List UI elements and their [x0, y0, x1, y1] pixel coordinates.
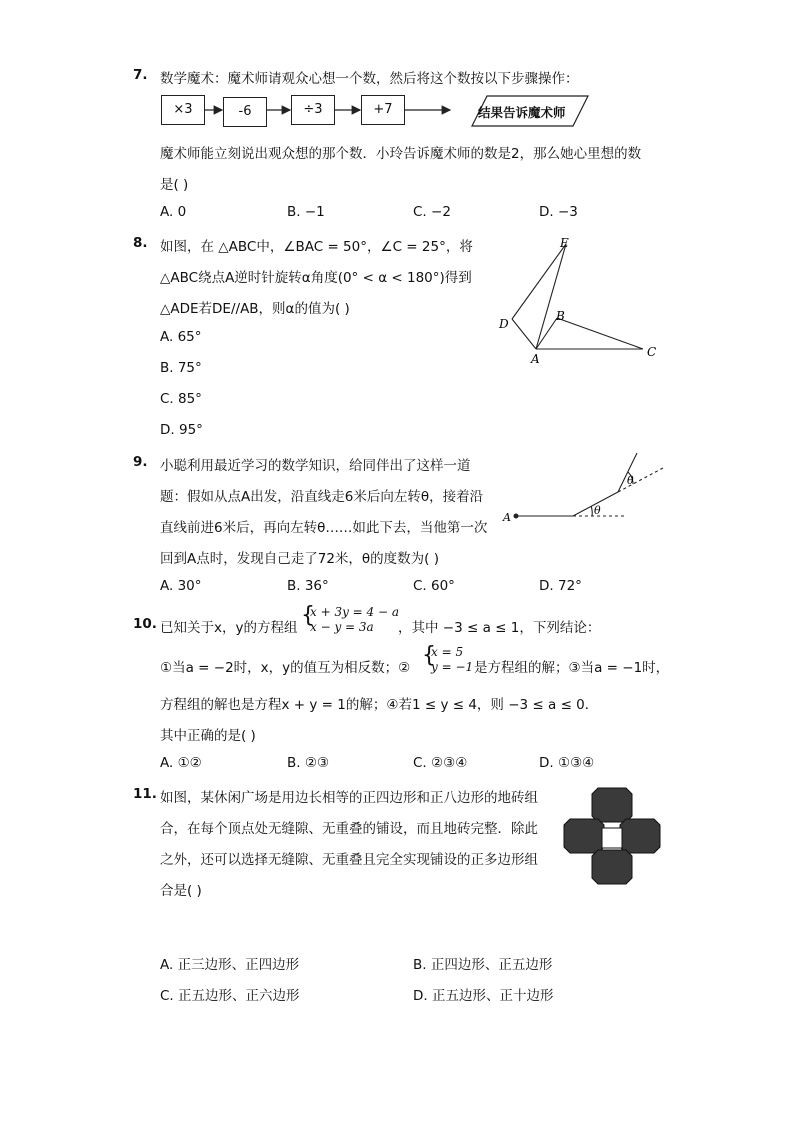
- q10-option-a[interactable]: A. ①②: [160, 755, 202, 771]
- q11-line3: 之外，还可以选择无缝隙、无重叠且完全实现铺设的正多边形组: [160, 852, 538, 868]
- center-square-tile: [602, 828, 622, 848]
- q11-option-b[interactable]: B. 正四边形、正五边形: [413, 957, 553, 973]
- q7-option-c[interactable]: C. −2: [413, 204, 451, 220]
- label-theta-2: θ: [627, 474, 634, 487]
- label-B: B: [556, 309, 565, 323]
- q9-line4: 回到A点时，发现自己走了72米，θ的度数为( ): [160, 551, 439, 567]
- q8-option-b[interactable]: B. 75°: [160, 360, 202, 376]
- q11-line1: 如图，某休闲广场是用边长相等的正四边形和正八边形的地砖组: [160, 790, 538, 806]
- q10-option-b[interactable]: B. ②③: [287, 755, 330, 771]
- flow-step-2: -6: [223, 97, 267, 127]
- q10-option-d[interactable]: D. ①③④: [539, 755, 595, 771]
- q7-stem: 数学魔术：魔术师请观众心想一个数，然后将这个数按以下步骤操作：: [160, 71, 579, 87]
- q9-number: 9.: [133, 454, 148, 470]
- label-D: D: [499, 317, 509, 331]
- q8-line1: 如图，在 △ABC中，∠BAC = 50°，∠C = 25°，将: [160, 239, 473, 255]
- label-A: A: [531, 352, 540, 366]
- label-theta-1: θ: [594, 504, 601, 517]
- q9-line3: 直线前进6米后，再向左转θ……如此下去，当他第一次: [160, 520, 488, 536]
- q9-option-d[interactable]: D. 72°: [539, 578, 582, 594]
- q10-system-brace: {: [301, 603, 315, 628]
- q7-option-b[interactable]: B. −1: [287, 204, 325, 220]
- q10-number: 10.: [133, 616, 157, 632]
- q7-option-a[interactable]: A. 0: [160, 204, 187, 220]
- q8-option-d[interactable]: D. 95°: [160, 422, 203, 438]
- q9-line2: 题：假如从点A出发，沿直线走6米后向左转θ，接着沿: [160, 489, 484, 505]
- q9-path-figure: [500, 448, 670, 528]
- q10-line1-pre: 已知关于x，y的方程组: [160, 620, 298, 636]
- q10-claim-2-post: 是方程组的解；③当a = −1时，: [474, 660, 670, 676]
- q11-option-c[interactable]: C. 正五边形、正六边形: [160, 988, 300, 1004]
- q11-option-a[interactable]: A. 正三边形、正四边形: [160, 957, 300, 973]
- flow-step-1: ×3: [161, 95, 205, 125]
- q8-option-a[interactable]: A. 65°: [160, 329, 202, 345]
- flow-step-4: +7: [361, 95, 405, 125]
- q10-option-c[interactable]: C. ②③④: [413, 755, 468, 771]
- q10-claim2-brace: {: [422, 643, 436, 668]
- label-C: C: [647, 345, 657, 359]
- q8-line3: △ADE若DE//AB，则α的值为( ): [160, 301, 350, 317]
- q8-triangle-figure: [490, 232, 670, 372]
- q9-option-c[interactable]: C. 60°: [413, 578, 455, 594]
- q11-tiling-figure: [562, 786, 662, 886]
- q8-number: 8.: [133, 235, 148, 251]
- q10-line3: 方程组的解也是方程x + y = 1的解；④若1 ≤ y ≤ 4，则 −3 ≤ a ≤ 0．: [160, 697, 599, 713]
- label-A: A: [503, 511, 511, 524]
- q11-line2: 合，在每个顶点处无缝隙、无重叠的铺设，而且地砖完整．除此: [160, 821, 538, 837]
- q7-option-d[interactable]: D. −3: [539, 204, 578, 220]
- q10-system-bottom: x − y = 3a: [310, 620, 374, 634]
- q10-line1-post: ，其中 −3 ≤ a ≤ 1，下列结论：: [398, 620, 601, 636]
- q11-line4: 合是( ): [160, 883, 202, 899]
- q10-system-top: x + 3y = 4 − a: [310, 605, 400, 619]
- q7-line3: 是( ): [160, 177, 189, 193]
- q10-line4: 其中正确的是( ): [160, 728, 256, 744]
- q9-option-a[interactable]: A. 30°: [160, 578, 202, 594]
- q9-option-b[interactable]: B. 36°: [287, 578, 329, 594]
- q9-line1: 小聪利用最近学习的数学知识，给同伴出了这样一道: [160, 458, 471, 474]
- q7-number: 7.: [133, 67, 148, 83]
- flow-step-3: ÷3: [291, 95, 335, 125]
- q11-option-d[interactable]: D. 正五边形、正十边形: [413, 988, 554, 1004]
- flow-end-label: 结果告诉魔术师: [478, 105, 566, 120]
- q7-line2: 魔术师能立刻说出观众想的那个数．小玲告诉魔术师的数是2，那么她心里想的数: [160, 146, 642, 162]
- point-A-dot: [514, 514, 519, 519]
- q11-number: 11.: [133, 786, 157, 802]
- q10-claim2-top: x = 5: [431, 645, 464, 659]
- q8-option-c[interactable]: C. 85°: [160, 391, 202, 407]
- q8-line2: △ABC绕点A逆时针旋转α角度(0° < α < 180°)得到: [160, 270, 472, 286]
- label-E: E: [560, 236, 569, 250]
- q10-claim-1: ①当a = −2时，x，y的值互为相反数；②: [160, 660, 411, 676]
- q10-claim2-bottom: y = −1: [431, 660, 474, 674]
